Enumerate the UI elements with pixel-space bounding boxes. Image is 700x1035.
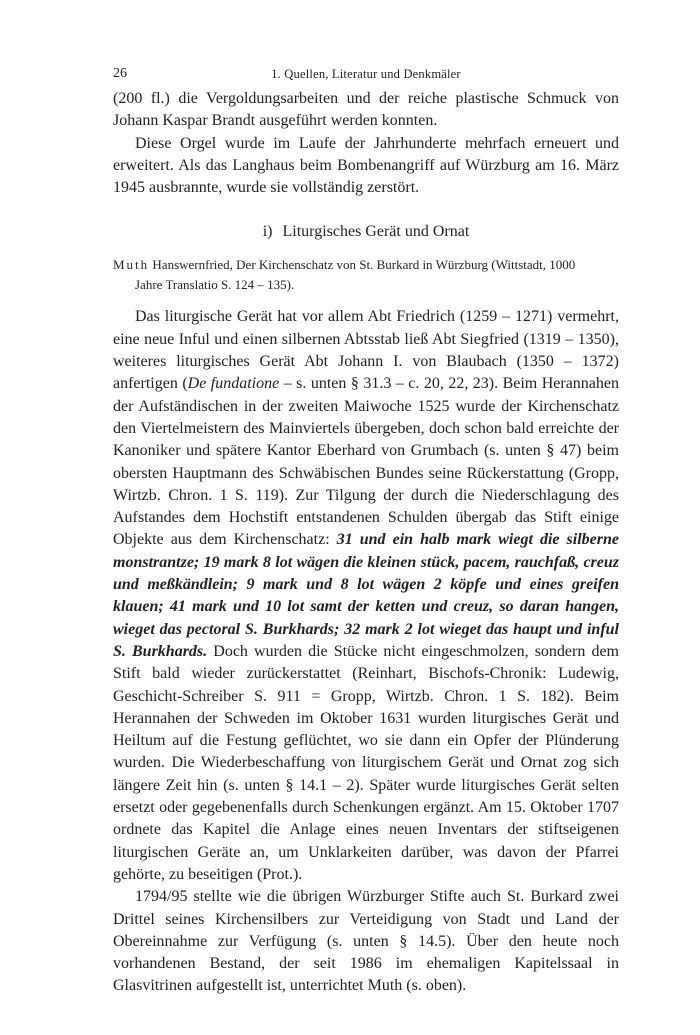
paragraph-organ: Diese Orgel wurde im Laufe der Jahrhunderte mehrfach erneuert und erweitert. Als das Langhaus beim Bombenangriff auf Würzburg am 16. März 1945 ausbrannte, wurde sie vollständig zerstört.	[113, 134, 619, 197]
page-number: 26	[113, 66, 127, 81]
document-page	[113, 66, 619, 998]
bibliography-continuation: Jahre Translatio S. 124 – 135).	[135, 276, 295, 292]
bibliography-text: Hanswernfried, Der Kirchenschatz von St. Burkard in Würzburg (Wittstadt, 1000	[152, 257, 576, 273]
paragraph-continuation: (200 fl.) die Vergoldungsarbeiten und der reiche plastische Schmuck von Johann Kaspar Brandt ausgeführt werden konnten.	[113, 90, 619, 130]
section-label: i)	[262, 223, 273, 241]
bibliography-author: Muth	[113, 257, 150, 273]
bibliography-entry	[113, 255, 619, 294]
main-text-1: Das liturgische Gerät hat vor allem Abt Friedrich (1259 – 1271) vermehrt, eine neue Inful und einen silbernen Abtsstab ließ Abt Siegfried (1319 – 1350), weiteres liturgisches Gerät Abt Johann I. von Blaubach (1350 – 1372) anfertigen (	[113, 308, 619, 393]
section-heading	[113, 223, 619, 241]
main-text-2: – s. unten § 31.3 – c. 20, 22, 23). Beim Herannahen der Aufständischen in der zweiten Maiwoche 1525 wurde der Kirchenschatz den Viertelmeistern des Mainviertels übergeben, doch schon bald erreichte der Kanoniker und spätere Kantor Eberhard von Grumbach (s. unten § 47) beim obersten Hauptmann des Schwäbischen Bundes seine Rückerstattung (Gropp, Wirtzb. Chron. 1 S. 119). Zur Tilgung der durch die Niederschlagung des Aufstandes dem Hochstift entstandenen Schulden übergab das Stift einige Objekte aus dem Kirchenschatz:	[113, 375, 619, 549]
main-italic-source: De fundatione	[187, 375, 280, 393]
paragraph-last: 1794/95 stellte wie die übrigen Würzburger Stifte auch St. Burkard zwei Drittel seines Kirchensilbers zur Verteidigung von Stadt und Land der Obereinnahme zur Verfügung (s. unten § 14.5). Über den heute noch vorhandenen Bestand, der seit 1986 im ehemaligen Kapitelssaal in Glasvitrinen aufgestellt ist, unterrichtet Muth (s. oben).	[113, 888, 619, 995]
page-header	[113, 66, 619, 88]
running-title: 1. Quellen, Literatur und Denkmäler	[271, 67, 461, 81]
main-quote: 31 und ein halb mark wiegt die silberne monstrantze; 19 mark 8 lot wägen die kleinen stück, pacem, rauchfaß, creuz und meßkändlein; 9 mark und 8 lot wägen 2 köpfe und eines greifen klauen; 41 mark und 10 lot samt der ketten und creuz, so daran hangen, wieget das pectoral S. Burkhards; 32 mark 2 lot wieget das haupt und inful S. Burkhards.	[113, 531, 619, 660]
section-title: Liturgisches Gerät und Ornat	[282, 223, 470, 241]
paragraph-main	[113, 306, 619, 886]
main-text-3: Doch wurden die Stücke nicht eingeschmolzen, sondern dem Stift bald wieder zurückerstattet (Reinhart, Bischofs-Chronik: Ludewig, Geschicht-Schreiber S. 911 = Gropp, Wirtzb. Chron. 1 S. 182). Beim Herannahen der Schweden im Oktober 1631 wurden liturgisches Gerät und Heiltum auf die Festung geflüchtet, wo sie dann ein Opfer der Plünderung wurden. Die Wiederbeschaffung von liturgischem Gerät und Ornat zog sich längere Zeit hin (s. unten § 14.1 – 2). Später wurde liturgisches Gerät selten ersetzt oder gegebenenfalls durch Schenkungen ergänzt. Am 15. Oktober 1707 ordnete das Kapitel die Anlage eines neuen Inventars der stiftseigenen liturgischen Geräte an, um Unklarkeiten darüber, was davon der Pfarrei gehörte, zu beseitigen (Prot.).	[113, 642, 620, 883]
